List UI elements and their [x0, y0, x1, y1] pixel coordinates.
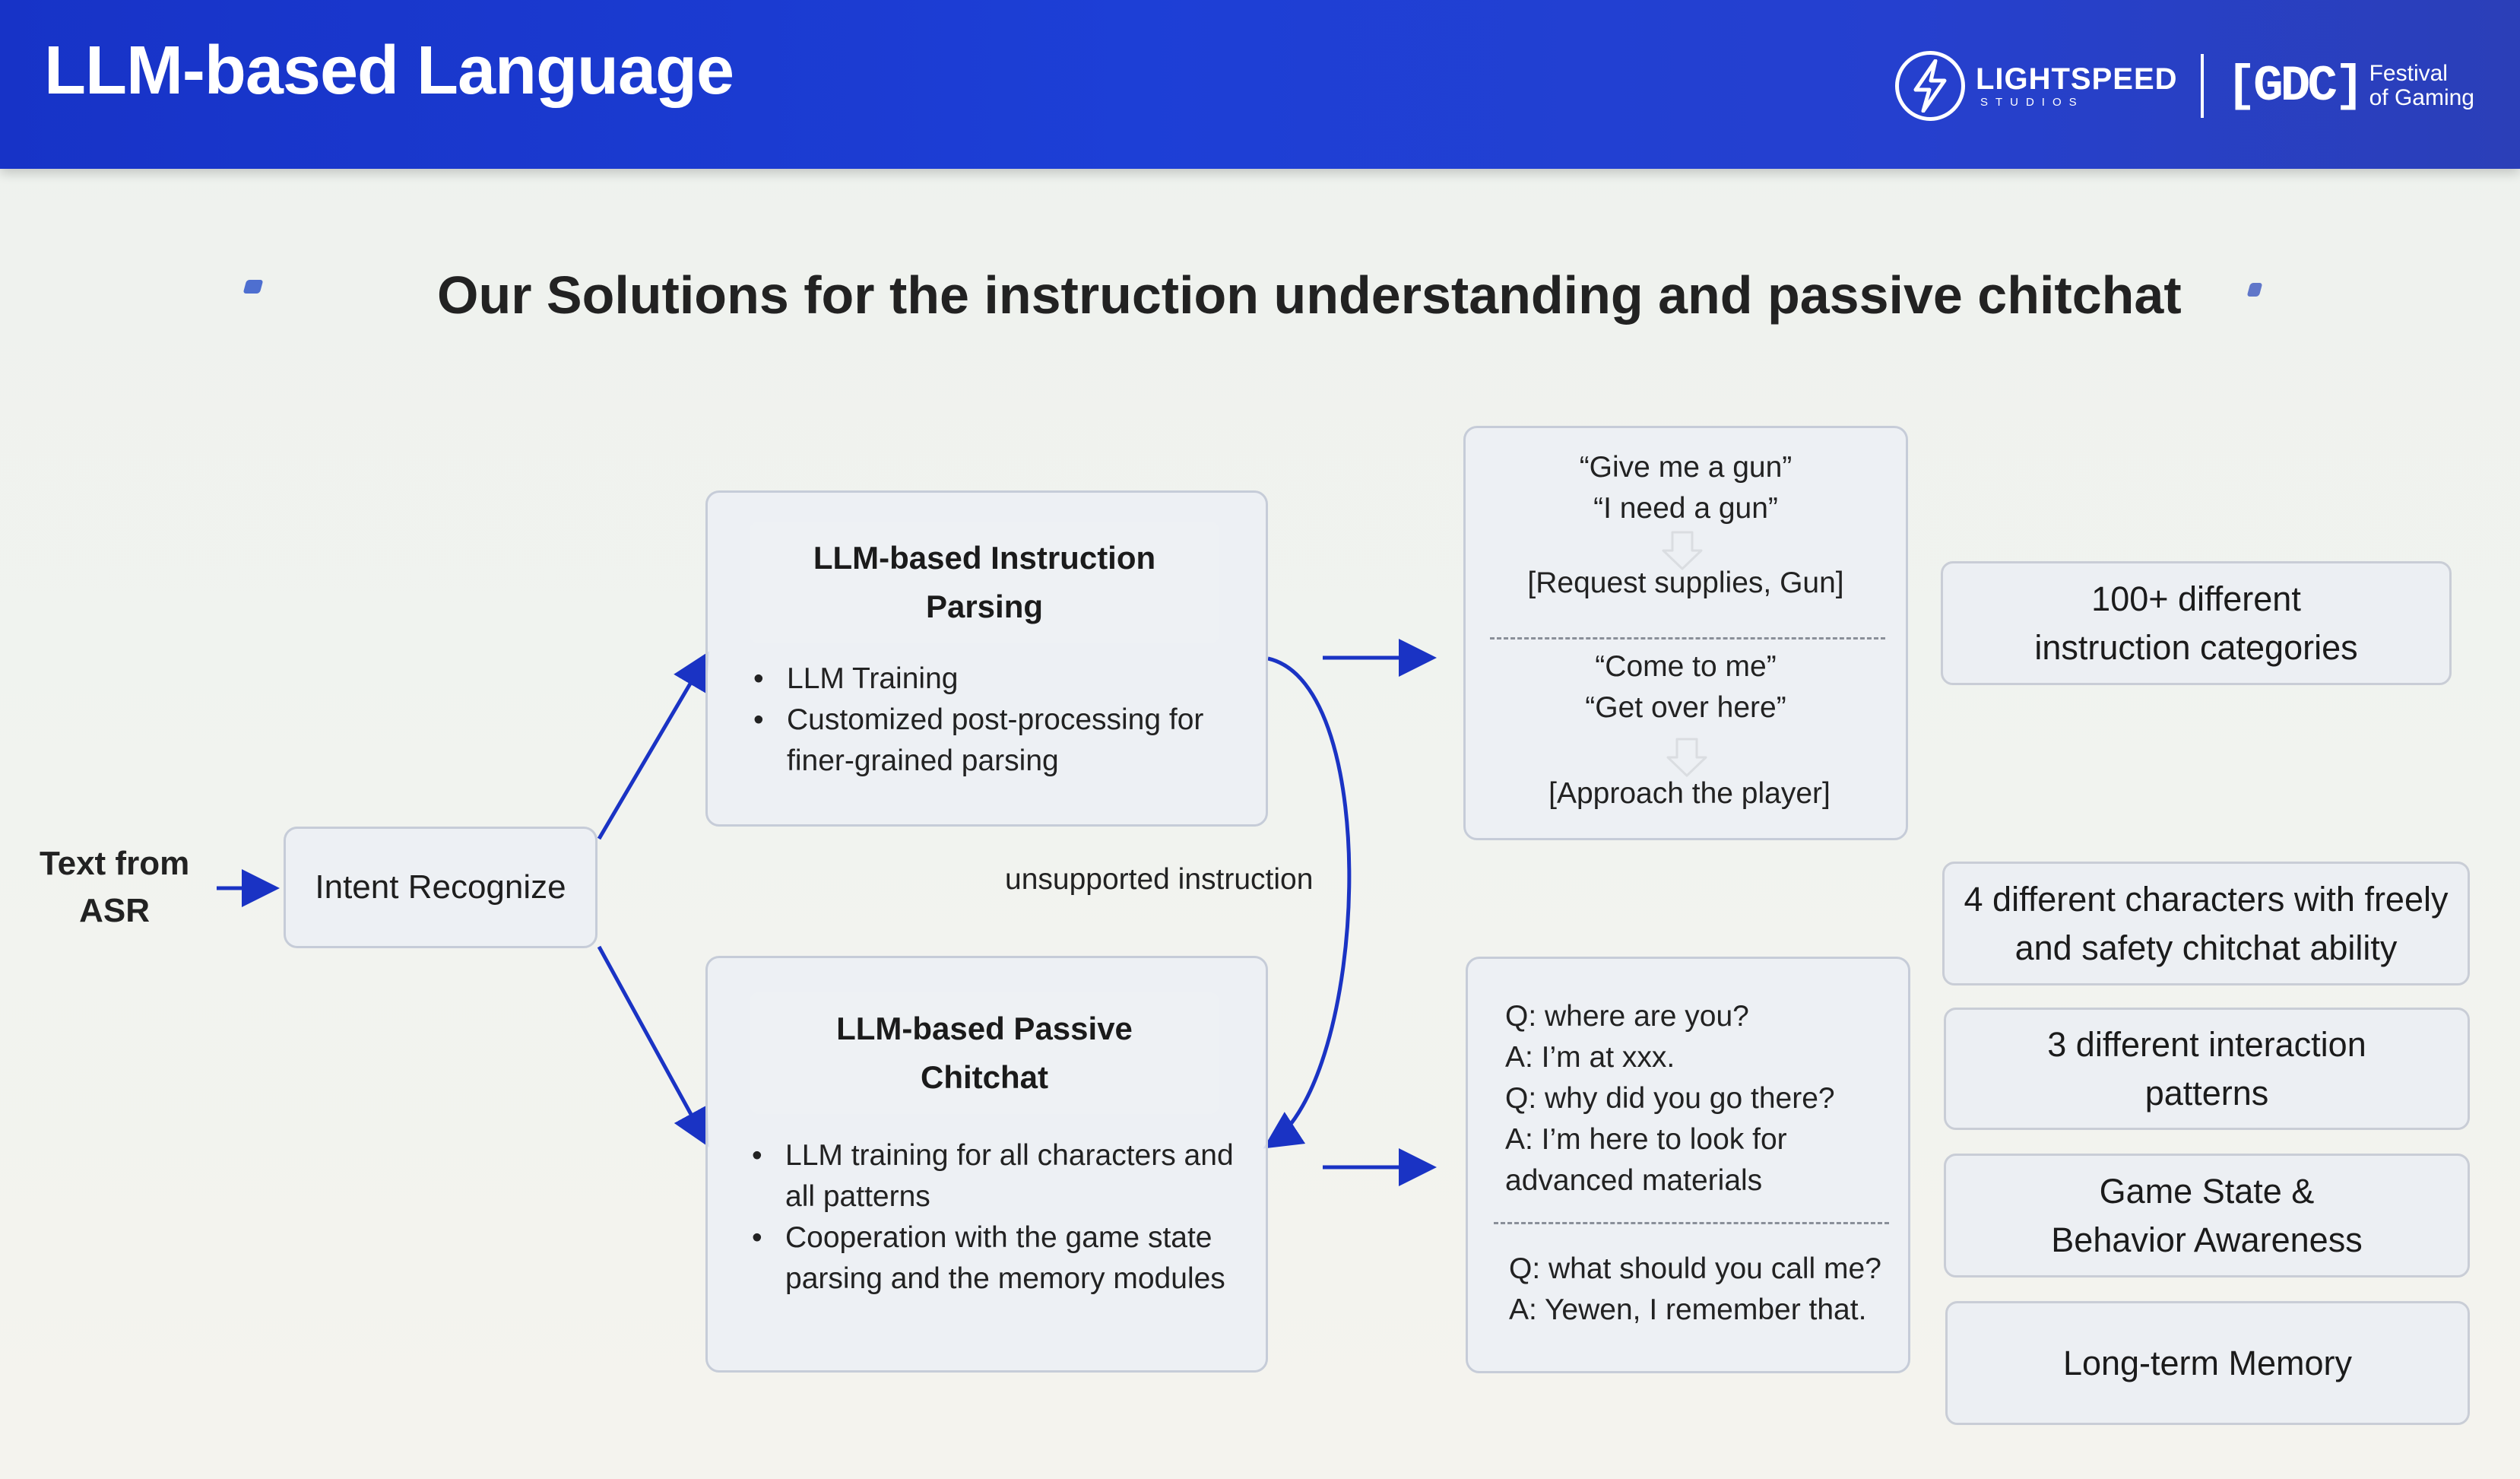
instruction-example-1: [1463, 447, 1908, 529]
intent-recognize-label: Intent Recognize: [315, 868, 566, 906]
passive-chitchat-box: [705, 956, 1268, 1373]
instruction-result-1: [Request supplies, Gun]: [1527, 567, 1844, 599]
lightspeed-logo-text: LIGHTSPEED: [1975, 62, 2178, 96]
asr-input-label: [40, 840, 189, 935]
arrow-unsupported-curve: [1268, 659, 1349, 1144]
intent-recognize-box: [284, 827, 598, 948]
feature-interaction-patterns: 3 different interaction patterns: [1944, 1008, 2470, 1130]
unsupported-instruction-label: unsupported instruction: [1005, 863, 1314, 896]
studios-logo-text: STUDIOS: [1980, 96, 2084, 109]
feature-characters: 4 different characters with freely and safety chitchat ability: [1942, 862, 2470, 985]
asr-label-line-2: ASR: [79, 892, 151, 929]
chitchat-title-line-1: LLM-based Passive: [836, 1011, 1133, 1046]
parsing-bullet: • Customized post-processing for finer-grained parsing: [753, 700, 1203, 782]
instruction-parsing-box: [705, 490, 1268, 827]
feature-game-state: Game State & Behavior Awareness: [1944, 1154, 2470, 1277]
chat-example-2: [1509, 1249, 1881, 1331]
parsing-bullet: • LLM Training: [753, 659, 1203, 700]
chat-example-1: [1505, 996, 1835, 1201]
festival-line-2: of Gaming: [2369, 85, 2474, 110]
festival-line-1: Festival: [2369, 61, 2448, 86]
arrow-intent-to-parsing: [599, 658, 705, 839]
example-utterance: “Come to me”: [1595, 650, 1777, 683]
slide-title: LLM-based Language: [44, 33, 734, 109]
passive-chitchat-title: [750, 992, 1219, 1114]
chat-line: Q: why did you go there?: [1505, 1082, 1835, 1115]
chat-line: A: Yewen, I remember that.: [1509, 1293, 1867, 1326]
asr-label-line-1: Text from: [40, 845, 190, 882]
chat-line: A: I’m here to look for: [1505, 1123, 1787, 1156]
diagram-subtitle: Our Solutions for the instruction understanding and passive chitchat: [437, 265, 2182, 325]
example-utterance: “I need a gun”: [1593, 492, 1778, 525]
feature-instruction-categories: 100+ different instruction categories: [1941, 561, 2452, 685]
parsing-title-line-1: LLM-based Instruction: [813, 540, 1156, 576]
examples-divider: [1490, 637, 1885, 640]
chat-line: Q: where are you?: [1505, 1000, 1749, 1033]
arrow-intent-to-chitchat: [599, 947, 705, 1141]
feature-long-term-memory: Long-term Memory: [1945, 1301, 2470, 1425]
example-utterance: “Give me a gun”: [1579, 451, 1793, 484]
parsing-title-line-2: Parsing: [925, 589, 1044, 624]
chat-divider: [1494, 1222, 1889, 1224]
instruction-example-2: [1463, 646, 1908, 728]
chat-line: advanced materials: [1505, 1164, 1763, 1197]
instruction-result-2: [Approach the player]: [1548, 777, 1831, 810]
gdc-logo: [GDC]: [2226, 57, 2362, 115]
parsing-bullet-list: [753, 659, 1203, 782]
chitchat-title-line-2: Chitchat: [921, 1059, 1048, 1095]
chitchat-bullet: • LLM training for all characters and all patterns: [752, 1135, 1234, 1217]
chitchat-bullet: • Cooperation with the game state parsing and the memory modules: [752, 1217, 1234, 1300]
instruction-parsing-title: [750, 522, 1219, 643]
chitchat-bullet-list: [752, 1135, 1234, 1300]
example-utterance: “Get over here”: [1585, 691, 1786, 724]
chat-line: Q: what should you call me?: [1509, 1252, 1881, 1285]
chat-line: A: I’m at xxx.: [1505, 1041, 1675, 1074]
